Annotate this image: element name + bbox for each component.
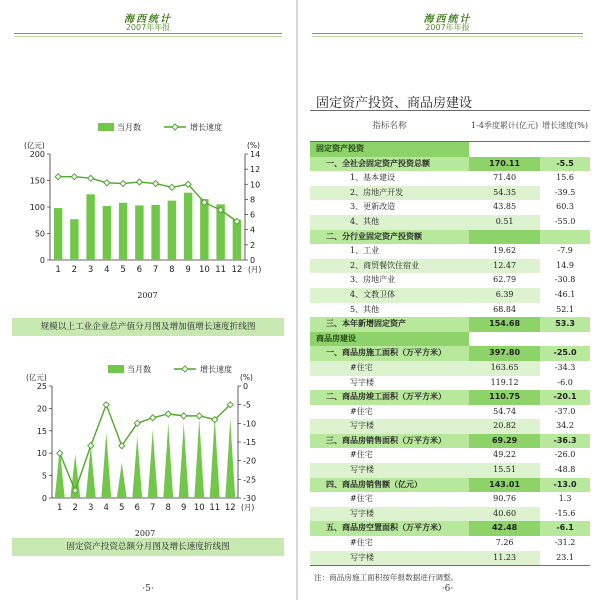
- page-title: 固定资产投资、商品房建设: [316, 96, 473, 111]
- right-tick-label: -20: [243, 456, 257, 466]
- row-cumulative: [469, 230, 540, 245]
- bar: [151, 205, 159, 260]
- bar: [233, 220, 241, 260]
- row-name: #住宅: [350, 494, 373, 504]
- row-name: 一、全社会固定资产投资总额: [310, 157, 469, 172]
- table-row: [310, 244, 590, 259]
- row-growth: -46.1: [554, 289, 576, 299]
- row-growth: -26.0: [554, 450, 576, 460]
- table-row: [310, 142, 590, 157]
- row-name: 三、商品房销售面积（万平方米）: [310, 434, 469, 449]
- table-row: [310, 200, 590, 215]
- row-cumulative: 154.68: [469, 317, 540, 332]
- row-cumulative: 12.47: [469, 259, 540, 274]
- right-tick-label: 10: [250, 180, 261, 190]
- line-point: [150, 415, 156, 421]
- row-name: 写字楼: [350, 377, 374, 387]
- bar: [225, 417, 235, 498]
- row-growth: -36.3: [540, 434, 590, 449]
- legend-marker-line: [172, 124, 178, 130]
- legend-label-line: 增长速度: [200, 365, 232, 374]
- line-point: [88, 443, 94, 449]
- right-tick-label: -25: [243, 475, 257, 485]
- line-point: [165, 411, 171, 417]
- table-row: [310, 463, 590, 478]
- table-row: [310, 376, 590, 391]
- legend-label-line: 增长速度: [190, 123, 222, 132]
- right-tick-label: -15: [243, 438, 257, 447]
- table-row: [310, 419, 590, 434]
- row-growth: 14.9: [556, 260, 574, 270]
- row-cumulative: 15.51: [469, 463, 540, 478]
- row-cumulative: 7.26: [495, 538, 514, 548]
- table-row: [310, 507, 590, 522]
- right-tick-label: 0: [243, 382, 249, 391]
- row-growth: -37.0: [554, 406, 576, 416]
- row-growth: -6.1: [540, 521, 590, 536]
- left-tick-label: 150: [29, 176, 45, 186]
- page-header: [0, 0, 296, 48]
- x-tick-label: 3: [87, 265, 94, 275]
- header-yearbook-label: 2007年年报: [125, 23, 171, 32]
- x-tick-label: 9: [181, 503, 187, 513]
- row-growth: -39.5: [554, 187, 576, 197]
- x-tick-label: 12: [224, 503, 236, 513]
- table-header-row: [310, 111, 590, 142]
- right-tick-label: 4: [250, 225, 256, 235]
- right-page: [298, 0, 597, 600]
- table-row: [310, 303, 590, 318]
- row-name: 写字楼: [310, 507, 469, 522]
- x-tick-label: 6: [136, 265, 143, 275]
- row-name: 四、商品房销售额（亿元）: [310, 478, 469, 493]
- bar: [168, 201, 176, 260]
- table-row: [310, 259, 590, 274]
- row-growth: -15.6: [554, 508, 576, 518]
- row-name: #住宅: [350, 406, 373, 416]
- row-growth: 60.3: [556, 202, 574, 212]
- header-rule-thin: [14, 36, 282, 37]
- table-row: [310, 478, 590, 493]
- x-tick-label: 10: [198, 265, 210, 275]
- row-cumulative: 62.79: [493, 275, 517, 285]
- chart1-caption: 规模以上工业企业总产值分月图及增加值增长速度折线图: [12, 318, 284, 336]
- row-name: 写字楼: [310, 551, 469, 566]
- right-tick-label: 8: [250, 195, 256, 205]
- x-axis-unit: (月): [241, 503, 255, 512]
- page-number-left: ·5·: [142, 584, 154, 594]
- line-point: [57, 450, 63, 456]
- x-tick-label: 2: [71, 265, 78, 275]
- table-row: [310, 317, 590, 332]
- bar: [54, 208, 62, 260]
- table-row: [310, 448, 590, 463]
- table-row: [310, 171, 590, 186]
- line-point: [136, 179, 142, 185]
- row-name: 五、商品房空置面积（万平方米）: [310, 521, 469, 536]
- row-cumulative: 40.60: [469, 507, 540, 522]
- row-name: 1、工业: [350, 246, 380, 256]
- row-cumulative: 69.29: [469, 434, 540, 449]
- x-tick-label: 11: [215, 265, 227, 275]
- x-tick-label: 9: [185, 265, 191, 275]
- table-row: [310, 230, 590, 245]
- row-name: 三、本年新增固定资产: [310, 317, 469, 332]
- header-rule: [14, 33, 282, 34]
- header-growth: 增长速度(%): [540, 111, 590, 142]
- legend-label-bar: 当月数: [127, 365, 151, 374]
- statistics-table: [310, 110, 590, 566]
- header-rule-right: [312, 33, 583, 34]
- left-tick-label: 5: [41, 471, 47, 481]
- growth-line: [60, 405, 231, 491]
- header-logo: 海西统计: [124, 14, 172, 25]
- row-name: 固定资产投资: [310, 142, 469, 157]
- table-row: [310, 536, 590, 551]
- row-growth: -5.5: [540, 157, 590, 172]
- left-axis-unit: (亿元): [26, 373, 47, 382]
- row-growth: -55.0: [554, 216, 576, 226]
- page-number-right: ·6·: [441, 584, 454, 594]
- left-tick-label: 10: [36, 449, 47, 459]
- bar: [103, 206, 111, 260]
- left-axis-unit: (亿元): [24, 141, 45, 150]
- right-tick-label: 6: [250, 210, 256, 220]
- line-point: [71, 174, 77, 180]
- table-row: [310, 521, 590, 536]
- x-tick-label: 11: [209, 503, 221, 513]
- x-tick-label: 6: [134, 503, 140, 513]
- row-growth: 1.3: [558, 494, 572, 504]
- line-point: [153, 181, 159, 187]
- row-cumulative: 11.23: [469, 551, 540, 566]
- row-name: 2、商贸餐饮住宿业: [310, 259, 469, 274]
- right-tick-label: -5: [243, 400, 251, 410]
- row-growth: -31.2: [554, 538, 576, 548]
- growth-line: [58, 177, 237, 222]
- header-indicator-name: 指标名称: [310, 111, 469, 142]
- row-cumulative: 54.35: [469, 186, 540, 201]
- header-yearbook-label-right: 2007年年报: [425, 23, 470, 32]
- row-cumulative: 170.11: [469, 157, 540, 172]
- row-cumulative: 163.65: [469, 361, 540, 376]
- row-name: 1、基本建设: [350, 173, 396, 183]
- row-name: 商品房建设: [310, 332, 469, 347]
- year-label: 2007: [137, 291, 158, 300]
- row-cumulative: 0.51: [469, 215, 540, 230]
- bar: [179, 422, 189, 498]
- row-cumulative: 90.76: [493, 494, 517, 504]
- row-cumulative: 110.75: [469, 390, 540, 405]
- row-name: #住宅: [310, 361, 469, 376]
- table-row: [310, 434, 590, 449]
- line-point: [169, 184, 175, 190]
- left-tick-label: 0: [41, 494, 47, 503]
- header-logo-right: 海西统计: [423, 14, 472, 25]
- line-point: [196, 413, 202, 419]
- row-cumulative: 54.74: [493, 406, 517, 416]
- row-growth: [540, 142, 590, 157]
- bar: [148, 429, 158, 498]
- right-tick-label: 12: [250, 165, 261, 175]
- bar: [101, 431, 111, 498]
- left-tick-label: 15: [36, 426, 47, 436]
- bar: [117, 462, 127, 498]
- row-name: 写字楼: [310, 463, 469, 478]
- bar: [119, 203, 127, 260]
- bar: [184, 193, 192, 260]
- row-name: 一、商品房施工面积（万平方米）: [310, 346, 469, 361]
- row-name: #住宅: [350, 450, 373, 460]
- right-tick-label: -30: [243, 494, 257, 503]
- table-row: [310, 288, 590, 303]
- table-body: [310, 142, 590, 566]
- x-tick-label: 3: [88, 503, 94, 513]
- row-name: 写字楼: [310, 419, 469, 434]
- bar: [200, 199, 208, 260]
- table-row: [310, 346, 590, 361]
- table-row: [310, 405, 590, 420]
- industrial-output-chart: [0, 118, 296, 318]
- row-name: 二、分行业固定资产投资额: [310, 230, 469, 245]
- x-tick-label: 8: [169, 265, 175, 275]
- bar: [135, 205, 143, 260]
- fixed-investment-chart: [0, 362, 296, 538]
- row-growth: -25.0: [540, 346, 590, 361]
- table-row: [310, 332, 590, 347]
- row-cumulative: 397.80: [469, 346, 540, 361]
- row-name: 二、商品房竣工面积（万平方米）: [310, 390, 469, 405]
- bar: [86, 194, 94, 260]
- row-growth: [540, 332, 590, 347]
- year-label: 2007: [134, 529, 156, 538]
- x-tick-label: 10: [193, 503, 205, 513]
- x-tick-label: 8: [165, 503, 171, 513]
- table-row: [310, 186, 590, 201]
- row-growth: 34.2: [556, 421, 574, 431]
- table-row: [310, 157, 590, 172]
- right-tick-label: -10: [243, 419, 257, 429]
- left-tick-label: 0: [39, 256, 45, 265]
- x-tick-label: 12: [231, 265, 243, 275]
- row-cumulative: 119.12: [490, 377, 519, 387]
- row-cumulative: 42.48: [469, 521, 540, 536]
- row-name: 3、更新改造: [350, 202, 396, 212]
- row-growth: 52.1: [556, 304, 574, 314]
- page-header-right: [298, 0, 597, 48]
- row-cumulative: [469, 332, 540, 347]
- x-axis-unit: (月): [248, 265, 262, 274]
- legend-label-bar: 当月数: [117, 123, 141, 132]
- right-axis-unit: (%): [240, 373, 253, 382]
- left-tick-label: 100: [29, 203, 45, 212]
- row-cumulative: 68.84: [493, 304, 517, 314]
- row-cumulative: 20.82: [469, 419, 540, 434]
- x-tick-label: 5: [120, 265, 126, 275]
- row-cumulative: [469, 142, 540, 157]
- legend-swatch-bar: [98, 123, 114, 131]
- row-cumulative: 6.39: [469, 288, 540, 303]
- header-cumulative: 1-4季度累计(亿元): [469, 111, 540, 142]
- row-growth: 15.6: [556, 173, 574, 183]
- right-tick-label: 0: [250, 256, 256, 265]
- bar: [194, 417, 204, 498]
- x-tick-label: 7: [152, 265, 159, 275]
- bar: [86, 444, 96, 498]
- row-name: 5、其他: [350, 304, 380, 314]
- bar: [210, 415, 220, 498]
- line-point: [103, 402, 109, 408]
- row-name: 2、房地产开发: [310, 186, 469, 201]
- row-cumulative: 19.62: [493, 246, 517, 256]
- row-growth: -34.3: [554, 362, 576, 372]
- chart2-caption: 固定资产投资总额分月图及增长速度折线图: [12, 538, 284, 556]
- row-cumulative: 71.40: [493, 173, 517, 183]
- line-point: [120, 181, 126, 187]
- table-row: [310, 551, 590, 566]
- legend-marker-line: [182, 366, 188, 372]
- x-tick-label: 4: [103, 503, 109, 513]
- row-cumulative: 143.01: [469, 478, 540, 493]
- header-rule-thin-right: [312, 36, 583, 37]
- row-growth: -20.1: [540, 390, 590, 405]
- line-point: [181, 413, 187, 419]
- x-tick-label: 4: [104, 265, 110, 275]
- x-tick-label: 2: [72, 503, 78, 513]
- x-tick-label: 1: [55, 265, 61, 275]
- left-page: [0, 0, 296, 600]
- table-row: [310, 492, 590, 507]
- x-tick-label: 7: [150, 503, 156, 513]
- row-growth: -30.8: [554, 275, 576, 285]
- line-point: [88, 175, 94, 181]
- bar: [132, 435, 142, 498]
- bar: [70, 219, 78, 260]
- table-row: [310, 273, 590, 288]
- left-tick-label: 20: [36, 404, 47, 414]
- line-point: [55, 174, 61, 180]
- line-point: [104, 180, 110, 186]
- table-row: [310, 215, 590, 230]
- row-growth: -7.9: [557, 246, 573, 256]
- table-row: [310, 390, 590, 405]
- left-tick-label: 25: [36, 382, 47, 391]
- table-footnote: 注：商品房施工面积按年报数据进行调整。: [314, 573, 459, 582]
- row-cumulative: 49.22: [493, 450, 517, 460]
- row-growth: 23.1: [540, 551, 590, 566]
- bar: [163, 422, 173, 498]
- x-tick-label: 1: [57, 503, 63, 513]
- legend-swatch-bar: [108, 365, 124, 373]
- row-name: 3、房地产业: [350, 275, 396, 285]
- right-axis-unit: (%): [247, 141, 260, 150]
- row-name: #住宅: [350, 538, 373, 548]
- row-name: 4、其他: [310, 215, 469, 230]
- left-tick-label: 200: [29, 150, 45, 159]
- row-name: 4、文教卫体: [310, 288, 469, 303]
- row-growth: -48.8: [554, 465, 576, 475]
- left-tick-label: 50: [34, 229, 45, 239]
- row-growth: -6.0: [557, 377, 573, 387]
- row-growth: 53.3: [540, 317, 590, 332]
- right-tick-label: 14: [250, 150, 261, 159]
- table-row: [310, 361, 590, 376]
- right-tick-label: 2: [250, 240, 256, 250]
- row-cumulative: 43.85: [493, 202, 517, 212]
- row-growth: -13.0: [540, 478, 590, 493]
- x-tick-label: 5: [119, 503, 125, 513]
- row-growth: [540, 230, 590, 245]
